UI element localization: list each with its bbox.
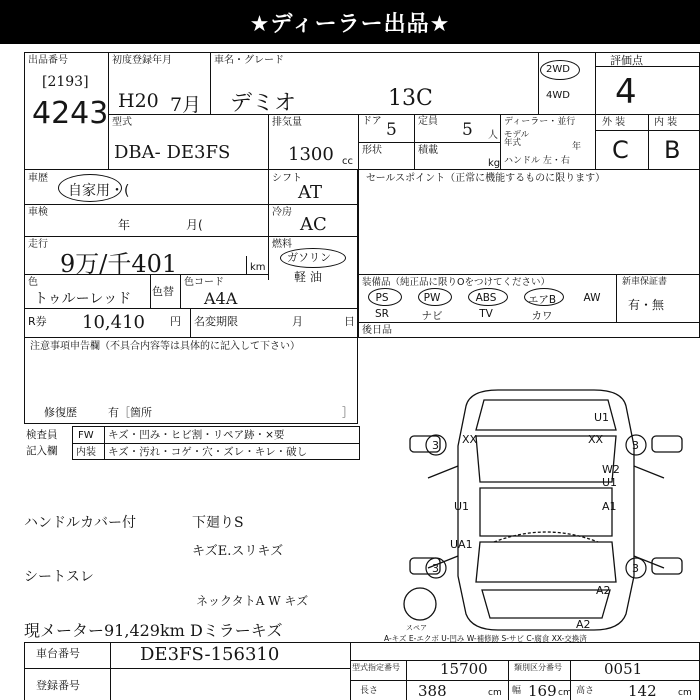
exterior-label: 外 装 [602, 117, 626, 128]
interior-value: B [664, 136, 681, 164]
seats-value: 5 [462, 120, 473, 140]
type-value: DBA- DE3FS [114, 142, 231, 163]
mark-3-rr: 3 [632, 562, 639, 575]
comment-5: ネックタトA W キズ [196, 594, 309, 608]
color-change-label: 色替 [152, 285, 174, 298]
notes-label: 注意事項申告欄（不具合内容等は具体的に記入して下さい） [30, 341, 300, 352]
width-unit: cm [558, 688, 572, 698]
dealer-banner [0, 0, 700, 44]
drive-2wd: 2WD [546, 64, 570, 75]
history-value: 自家用・( [68, 183, 130, 199]
shape-label: 形状 [362, 145, 382, 156]
warranty-label: 新車保証書 [622, 277, 668, 287]
designation-value: 15700 [440, 660, 488, 678]
mark-3-fr: 3 [632, 439, 639, 452]
equip-aw: AW [583, 292, 601, 304]
car-diagram [398, 386, 694, 634]
mileage-value: 9万/千401 [60, 250, 178, 278]
equip-navi: ナビ [421, 310, 443, 322]
equip-sr: SR [375, 308, 389, 320]
seats-label: 定員 [418, 116, 438, 127]
year-label: 年 [572, 142, 582, 152]
mark-u1-right: U1 [602, 476, 618, 489]
comment-1: ハンドルカバー付 [24, 515, 136, 531]
equip-abs: ABS [475, 292, 497, 304]
mileage-unit: km [250, 262, 266, 273]
height-label: 高さ [576, 686, 595, 696]
chassis-value: DE3FS-156310 [140, 644, 280, 665]
height-unit: cm [678, 688, 692, 698]
mark-w2: W2 [602, 463, 620, 476]
history-label: 車歴 [28, 173, 48, 184]
color-value: トゥルーレッド [34, 291, 132, 307]
equip-tv: TV [479, 308, 493, 320]
length-unit: cm [488, 688, 502, 698]
load-label: 積載 [418, 145, 438, 156]
handle-label: ハンドル 左・右 [504, 156, 570, 166]
later-label: 後日品 [362, 325, 392, 336]
fw-text: キズ・凹み・ヒビ割・リペア跡・×要 [108, 429, 285, 441]
doors-label: ドア [362, 116, 382, 127]
registration-label: 登録番号 [36, 679, 80, 692]
nameplate-label: 名変期限 [194, 315, 238, 328]
displacement-unit: cc [342, 156, 353, 167]
comment-4: シートスレ [24, 569, 94, 585]
recycle-unit: 円 [170, 315, 181, 328]
grade-label: 評価点 [610, 54, 643, 67]
mark-3-fl: 3 [432, 439, 439, 452]
doors-value: 5 [386, 120, 397, 140]
inspection-month: 月( [186, 218, 203, 232]
auction-sheet: ★ディーラー出品★ 出品番号 [2193] 4243 初度登録年月 H20 7月 車名・グレード デミオ 13C 2WD 4WD 評価点 4 外 装 内 装 C B 型式 DBA- DE3FS 排気量 1300 cc ドア 5 定員 5 人 形状 積載 kg ディーラー・並行 モデル年式 年 ハンドル 左・右 車歴 自家用・( 車検 年 月( 走行 9万/千401 km 色 トゥルーレッド 色替 色コード A4A R券 10,410 円 名変期限 月 日 シフト AT 冷房 AC 燃料 ガソリン 軽 油 セールスポイント（正常に機能するものに限ります） 装備品（純正品に限りOをつけてください） 新車保証書 有・無 PS PW ABS エアB AW SR ナビ TV カワ 後日品 注意事項申告欄（不具合内容等は具体的に記入して下さい） 修復歴 有［箇所 ］ 検査員 記入欄 FW キズ・凹み・ヒビ割・リペア跡・×要 内装 キズ・汚れ・コゲ・穴・ズレ・キレ・破し ハンドルカバー付 下廻りS キズE.スリキズ シートスレ ネックタトA W キズ 現メーター91,429km Dミラーキズ 3 XX XX 3 U1 W2 U1 A1 U1 UA1 3 3 A2 A2 スペア A-キズ E-エクボ U-凹み W-補修跡 S-サビ C-腐食 XX-交換済 車台番号 DE3FS-156310 登録番号 型式指定番号 15700 類別区分番号 0051 長さ 388 cm 幅 169 cm 高さ 142 cm [0, 0, 700, 700]
ac-label: 冷房 [272, 207, 292, 218]
comment-6: 現メーター91,429km Dミラーキズ [24, 621, 283, 640]
recycle-value: 10,410 [82, 312, 145, 333]
inspection-year: 年 [118, 218, 131, 232]
in-text: キズ・汚れ・コゲ・穴・ズレ・キレ・破し [108, 446, 308, 458]
spare-label: スペア [406, 624, 427, 632]
seats-unit: 人 [488, 130, 498, 141]
comment-3: キズE.スリキズ [192, 544, 284, 559]
load-unit: kg [488, 158, 501, 169]
ac-value: AC [300, 214, 327, 235]
grade-value: 4 [615, 72, 637, 112]
nameplate-month: 月 [292, 315, 303, 328]
width-value: 169 [528, 682, 557, 700]
inspector-label: 検査員 [26, 429, 58, 441]
equip-airbag: エアB [527, 294, 557, 306]
designation-label: 型式指定番号 [352, 663, 400, 672]
first-reg-label: 初度登録年月 [112, 55, 172, 66]
length-label: 長さ [360, 686, 379, 696]
inspection-label: 車検 [28, 207, 48, 218]
inspector-label-2: 記入欄 [26, 445, 58, 457]
mark-u1-left: U1 [454, 500, 470, 513]
in-label: 内装 [76, 447, 96, 458]
displacement-value: 1300 [288, 144, 334, 165]
category-value: 0051 [604, 660, 643, 678]
model-name: デミオ [230, 91, 297, 116]
mark-a2-right: A2 [596, 584, 611, 597]
mark-a2-bottom: A2 [576, 618, 591, 631]
mark-ua1: UA1 [450, 538, 473, 551]
color-label: 色 [28, 277, 38, 288]
category-label: 類別区分番号 [514, 663, 562, 672]
sales-point-label: セールスポイント（正常に機能するものに限ります） [366, 173, 606, 184]
model-grade: 13C [388, 86, 433, 111]
first-reg-month: 7月 [170, 94, 202, 116]
mark-3-rl: 3 [432, 562, 439, 575]
shift-value: AT [298, 182, 323, 203]
displacement-label: 排気量 [272, 117, 302, 128]
exterior-value: C [612, 136, 629, 164]
color-code-value: A4A [204, 289, 238, 308]
recycle-label: R券 [28, 315, 47, 328]
equip-pw: PW [423, 292, 441, 304]
fw-label: FW [78, 430, 94, 441]
height-value: 142 [628, 682, 657, 700]
comment-2: 下廻りS [192, 515, 244, 531]
length-value: 388 [418, 682, 447, 700]
banner-title: ★ディーラー出品★ [249, 11, 451, 37]
diagram-legend: A-キズ E-エクボ U-凹み W-補修跡 S-サビ C-腐食 XX-交換済 [384, 634, 587, 643]
mark-u1-top: U1 [594, 411, 610, 424]
type-label: 型式 [112, 117, 132, 128]
repair-value: 有［箇所 [108, 406, 152, 419]
shift-label: シフト [272, 173, 302, 184]
model-year-label: モデル年式 [504, 130, 530, 148]
fuel-alt: 軽 油 [294, 270, 322, 284]
mark-xx-right: XX [588, 433, 604, 446]
mark-xx-left: XX [462, 433, 478, 446]
lot-number-label: 出品番号 [28, 55, 68, 66]
nameplate-day: 日 [344, 315, 355, 328]
width-label: 幅 [512, 686, 522, 696]
first-reg-era: H20 [118, 90, 159, 112]
color-code-label: 色コード [184, 277, 224, 288]
lot-number: 4243 [32, 96, 109, 131]
interior-label: 内 装 [654, 117, 678, 128]
dealer-label: ディーラー・並行 [504, 117, 576, 127]
fuel-value: ガソリン [287, 251, 331, 264]
model-label: 車名・グレード [214, 55, 284, 66]
repair-label: 修復歴 [44, 406, 77, 419]
drive-4wd: 4WD [546, 90, 570, 101]
lot-ref: [2193] [42, 74, 89, 90]
fuel-label: 燃料 [272, 239, 292, 250]
mileage-label: 走行 [28, 239, 48, 250]
equipment-label: 装備品（純正品に限りOをつけてください） [362, 277, 550, 288]
mark-a1: A1 [602, 500, 617, 513]
warranty-value: 有・無 [628, 298, 665, 312]
equip-leather: カワ [531, 310, 553, 322]
equip-ps: PS [375, 292, 389, 304]
chassis-label: 車台番号 [36, 647, 80, 660]
